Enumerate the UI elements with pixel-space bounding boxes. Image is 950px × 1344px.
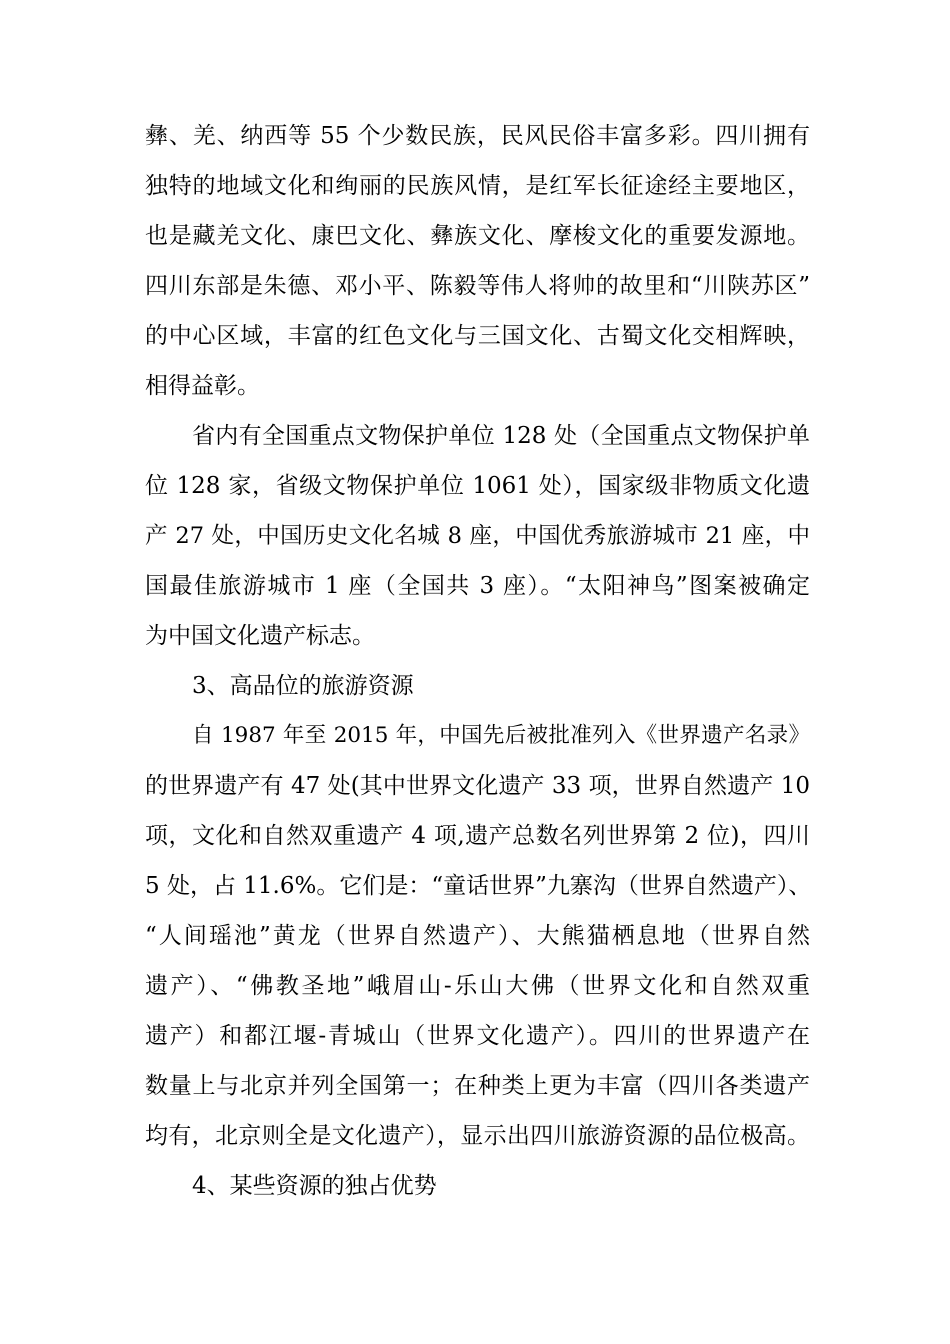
text-line: 均有，北京则全是文化遗产），显示出四川旅游资源的品位极高。	[145, 1123, 810, 1149]
text-line: 数量上与北京并列全国第一；在种类上更为丰富（四川各类遗产	[145, 1073, 810, 1099]
text-line: 独特的地域文化和绚丽的民族风情，是红军长征途经主要地区，	[145, 173, 810, 199]
text-line: 自 1987 年至 2015 年，中国先后被批准列入《世界遗产名录》	[192, 723, 810, 748]
section-heading: 3、高品位的旅游资源	[192, 673, 414, 699]
text-line: 遗产）、“佛教圣地”峨眉山-乐山大佛（世界文化和自然双重	[145, 973, 810, 999]
text-line: 国最佳旅游城市 1 座（全国共 3 座）。“太阳神鸟”图案被确定	[145, 573, 810, 599]
section-heading: 4、某些资源的独占优势	[192, 1173, 437, 1199]
text-line: 相得益彰。	[145, 373, 260, 399]
text-line: 也是藏羌文化、康巴文化、彝族文化、摩梭文化的重要发源地。	[145, 223, 810, 249]
text-line: 遗产）和都江堰-青城山（世界文化遗产）。四川的世界遗产在	[145, 1023, 810, 1049]
text-line: 为中国文化遗产标志。	[145, 623, 375, 649]
text-line: 的中心区域，丰富的红色文化与三国文化、古蜀文化交相辉映，	[145, 323, 810, 349]
text-line: 产 27 处，中国历史文化名城 8 座，中国优秀旅游城市 21 座，中	[145, 523, 810, 549]
text-line: 项，文化和自然双重遗产 4 项,遗产总数名列世界第 2 位)，四川	[145, 823, 810, 849]
text-line: 位 128 家，省级文物保护单位 1061 处），国家级非物质文化遗	[145, 473, 810, 499]
text-line: 四川东部是朱德、邓小平、陈毅等伟人将帅的故里和“川陕苏区”	[145, 273, 810, 299]
text-line: “人间瑶池”黄龙（世界自然遗产）、大熊猫栖息地（世界自然	[145, 923, 810, 949]
text-line: 的世界遗产有 47 处(其中世界文化遗产 33 项，世界自然遗产 10	[145, 773, 810, 799]
text-line: 省内有全国重点文物保护单位 128 处（全国重点文物保护单	[192, 423, 810, 449]
text-line: 彝、羌、纳西等 55 个少数民族，民风民俗丰富多彩。四川拥有	[145, 123, 810, 149]
text-line: 5 处，占 11.6%。它们是：“童话世界”九寨沟（世界自然遗产）、	[145, 873, 812, 899]
